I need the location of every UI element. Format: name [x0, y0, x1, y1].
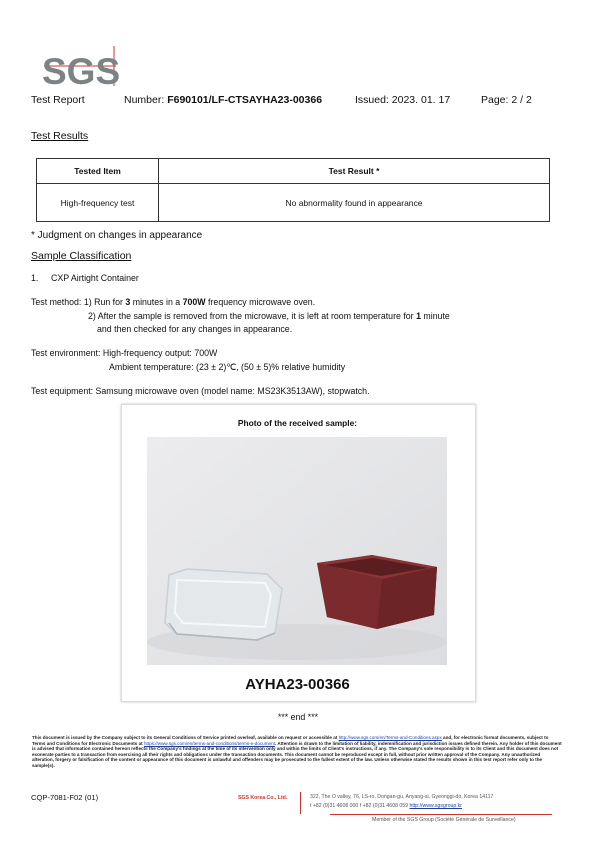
sample-id-label: AYHA23-00366 [245, 676, 350, 693]
method-line-1 [31, 296, 315, 309]
footer-divider [300, 792, 301, 814]
environment-line-1: Test environment: High-frequency output: 700W [31, 348, 218, 358]
company-name: SGS Korea Co., Ltd. [238, 795, 288, 801]
sample-photo [147, 437, 447, 665]
method-step2-minutes: 1 [416, 311, 421, 321]
cell-test-result: No abnormality found in appearance [159, 184, 550, 222]
sample-photo-drawing [147, 437, 447, 665]
issued-date [355, 94, 450, 106]
sample-item-number: 1. [31, 273, 39, 283]
issued-value: 2023. 01. 17 [391, 94, 451, 106]
results-table [36, 158, 550, 222]
legal-text-1: This document is issued by the Company subject to its General Conditions of Service printed overleaf, available on request or accessible at [32, 735, 339, 740]
method-step2-text-2: minute [420, 311, 450, 321]
member-statement: Member of the SGS Group (Société Générale de Surveillance) [372, 817, 516, 823]
legal-disclaimer [32, 735, 562, 769]
method-step1-text-3: frequency microwave oven. [205, 297, 316, 307]
environment-line-2: Ambient temperature: (23 ± 2)℃, (50 ± 5)% relative humidity [109, 362, 346, 372]
legal-text-3: . Attention is drawn to the limitation of liability, indemnification and jurisdiction issues defined therein. Any holder of this document is advised that information contained hereon reflects the Company's findings at the time of its intervention only and within the limits of Client's instructions, if any. The Company's sole responsibility is to its Client and this document does not exonerate parties to a transaction from exercising all their rights and obligations under the transaction documents. This document cannot be reproduced except in full, without prior written approval of the Company. Any unauthorized alteration, forgery or falsification of the content or appearance of this document is unlawful and offenders may be prosecuted to the fullest extent of the law. Unless otherwise stated the results shown in this test report refer only to the sample(s). [32, 740, 562, 768]
legal-text-2: and, for electronic format documents, subject to Terms and Conditions for Electronic Documents at [32, 735, 549, 746]
sample-title: Sample Classification [31, 250, 132, 262]
page-label: Page: [481, 94, 509, 106]
terms-link[interactable]: http://www.sgs.com/en/Terms-and-Conditions.aspx [338, 735, 442, 740]
container-lid [165, 569, 282, 640]
footer-rule [330, 814, 552, 815]
table-row [37, 184, 550, 222]
method-line-3: and then checked for any changes in appearance. [97, 324, 293, 334]
container-body [317, 555, 437, 629]
method-label: Test method: [31, 297, 82, 307]
method-step2-text: 2) After the sample is removed from the microwave, it is left at room temperature for [88, 311, 417, 321]
report-label: Test Report [31, 94, 85, 106]
end-mark: *** end *** [277, 712, 319, 722]
results-title: Test Results [31, 130, 89, 142]
sgs-logo [40, 44, 120, 88]
method-step1-minutes: 3 [125, 297, 131, 307]
company-contact [310, 803, 462, 809]
form-code: CQP-7081-F02 (01) [31, 793, 99, 802]
col-test-result: Test Result * [159, 159, 550, 184]
equipment-line: Test equipment: Samsung microwave oven (model name: MS23K3513AW), stopwatch. [31, 386, 370, 396]
number-label: Number: [124, 94, 165, 106]
method-line-2 [88, 310, 450, 323]
number-value: F690101/LF-CTSAYHA23-00366 [167, 94, 323, 106]
company-phone: t +82 (0)31 4608 000 f +82 (0)31 4608 059 [310, 803, 410, 809]
page-value: 2 / 2 [511, 94, 532, 106]
col-tested-item: Tested Item [37, 159, 159, 184]
method-step1-text: 1) Run for [83, 297, 126, 307]
method-step1-power: 700W [182, 297, 206, 307]
photo-caption: Photo of the received sample: [237, 418, 358, 428]
issued-label: Issued: [355, 94, 389, 106]
e-document-terms-link[interactable]: https://www.sgs.com/en/terms-and-conditions/terms-e-document [143, 740, 275, 746]
sample-item-name: CXP Airtight Container [51, 273, 139, 283]
website-link[interactable]: http://www.sgsgroup.kr [409, 803, 462, 809]
judgment-footnote: * Judgment on changes in appearance [31, 230, 203, 241]
cell-tested-item: High-frequency test [37, 184, 159, 222]
method-step1-text-2: minutes in a [130, 297, 183, 307]
results-header-row [37, 159, 550, 184]
report-number [124, 94, 322, 106]
page-number [481, 94, 532, 106]
logo-wordmark: SGS [42, 51, 120, 88]
company-address: 322, The O valley, 76, LS-ro, Dongan-gu, Anyang-si, Gyeonggi-do, Korea 14117 [310, 794, 494, 800]
